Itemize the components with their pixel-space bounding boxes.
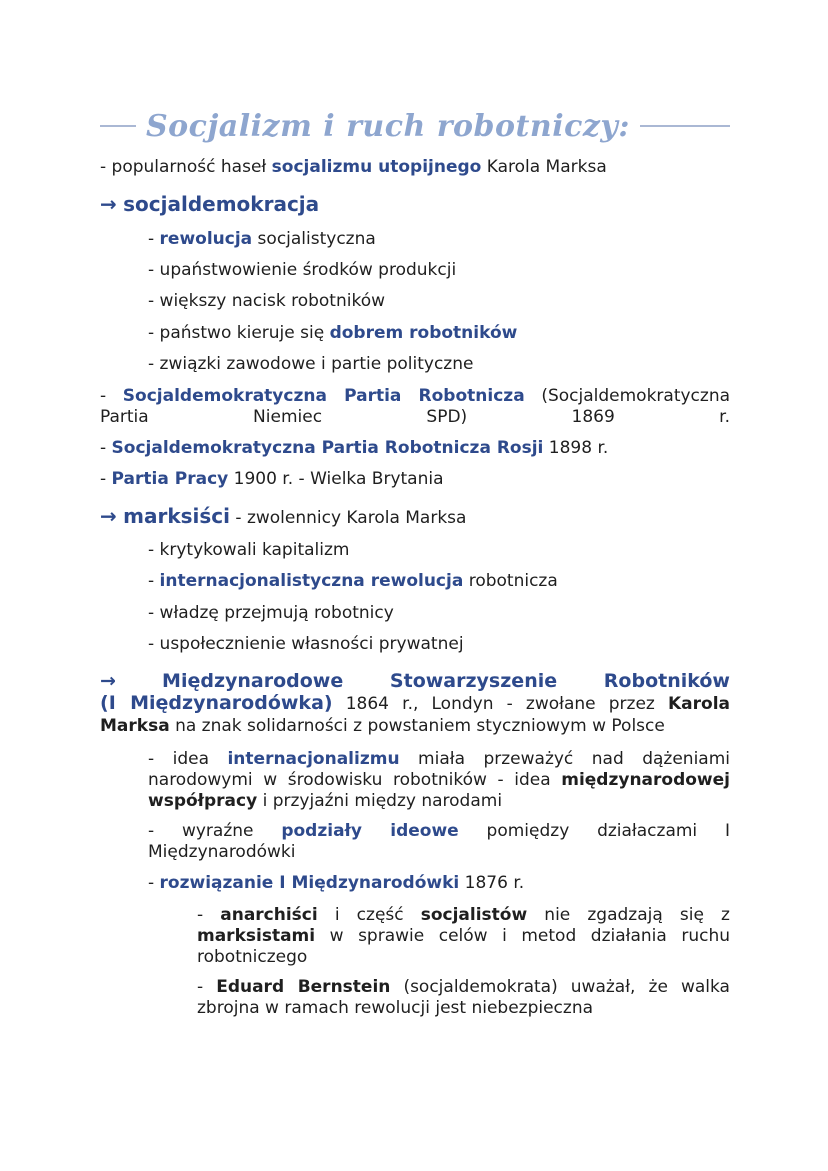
- list-item-internationalist: - internacjonalistyczna rewolucja robotnicza: [148, 571, 558, 591]
- list-item-socialization: - uspołecznienie własności prywatnej: [148, 634, 464, 654]
- list-item-state-good: - państwo kieruje się dobrem robotników: [148, 323, 518, 343]
- arrow-right-icon: →: [100, 670, 116, 692]
- arrow-right-icon: →: [100, 192, 117, 216]
- para-russia: - Socjaldemokratyczna Partia Robotnicza Rosji 1898 r.: [100, 438, 609, 458]
- line-utopian-socialism: - popularność haseł socjalizmu utopijnego Karola Marksa: [100, 157, 607, 177]
- list-item-unions: - związki zawodowe i partie polityczne: [148, 354, 474, 374]
- title-rule-right: [640, 125, 730, 127]
- list-item-power: - władzę przejmują robotnicy: [148, 603, 394, 623]
- list-item-internationalism: - idea internacjonalizmu miała przeważyć nad dążeniami narodowymi w środowisku robotników - idea międzynarodowej współpracy i przyjaźni między narodami: [148, 749, 730, 811]
- title-rule-left: [100, 125, 136, 127]
- heading-socialdemocracy: → socjaldemokracja: [100, 192, 320, 216]
- list-item-capitalism: - krytykowali kapitalizm: [148, 540, 350, 560]
- list-item-divisions: - wyraźne podziały ideowe pomiędzy działaczami I Międzynarodówki: [148, 821, 730, 862]
- para-labour: - Partia Pracy 1900 r. - Wielka Brytania: [100, 469, 444, 489]
- title-row: [100, 104, 730, 148]
- list-item-nationalization: - upaństwowienie środków produkcji: [148, 260, 457, 280]
- heading-first-international: → Międzynarodowe Stowarzyszenie Robotników (I Międzynarodówka) 1864 r., Londyn - zwołane przez Karola Marksa na znak solidarności z powstaniem styczniowym w Polsce: [100, 670, 730, 736]
- arrow-right-icon: →: [100, 504, 117, 528]
- heading-marxists: → marksiści - zwolennicy Karola Marksa: [100, 504, 467, 528]
- list-item-anarchists: - anarchiści i część socjalistów nie zgadzają się z marksistami w sprawie celów i metod działania ruchu robotniczego: [197, 905, 730, 967]
- list-item-pressure: - większy nacisk robotników: [148, 291, 385, 311]
- para-spd: - Socjaldemokratyczna Partia Robotnicza (Socjaldemokratyczna Partia Niemiec SPD) 1869 r.: [100, 386, 731, 427]
- list-item-bernstein: - Eduard Bernstein (socjaldemokrata) uważał, że walka zbrojna w ramach rewolucji jest niebezpieczna: [197, 977, 730, 1018]
- list-item-dissolution: - rozwiązanie I Międzynarodówki 1876 r.: [148, 873, 525, 893]
- page-title: Socjalizm i ruch robotniczy:: [146, 108, 630, 144]
- list-item-revolution: - rewolucja socjalistyczna: [148, 229, 376, 249]
